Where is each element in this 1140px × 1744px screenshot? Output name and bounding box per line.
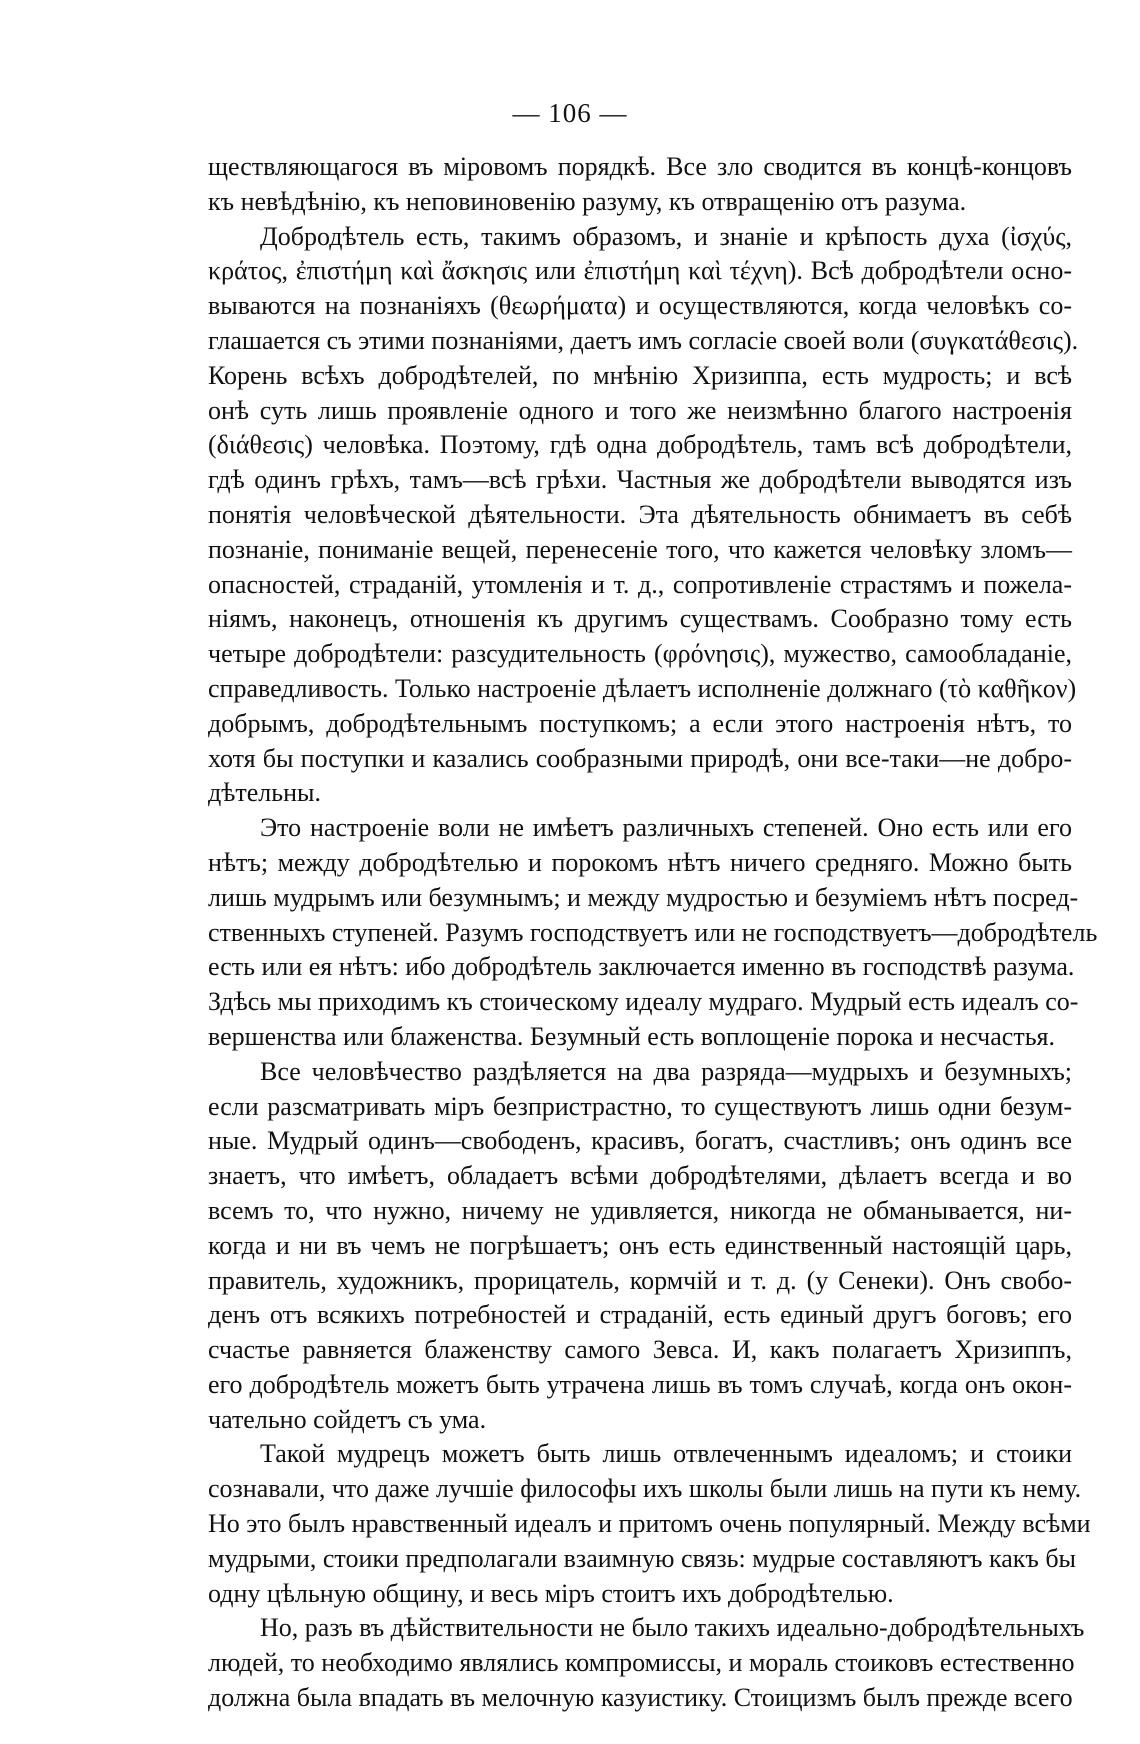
text-line: должна была впадать въ мелочную казуистику. Стоицизмъ былъ прежде всего: [208, 1683, 1073, 1713]
text-line: Но, разъ въ дѣйствительности не было такихъ идеально-добродѣтельныхъ: [260, 1613, 1085, 1643]
text-line: Но это былъ нравственный идеалъ и притомъ очень популярный. Между всѣми: [208, 1509, 1091, 1539]
text-line: вываются на познаніяхъ (θεωρήματα) и осуществляются, когда человѣкъ со-: [208, 291, 1072, 321]
text-line: Такой мудрецъ можетъ быть лишь отвлеченнымъ идеаломъ; и стоики: [260, 1439, 1072, 1469]
page-body-text: [208, 150, 1098, 1716]
text-line: дѣтельны.: [208, 778, 321, 808]
text-line: счастье равняется блаженству самого Зевса. И, какъ полагаетъ Хризиппъ,: [208, 1335, 1072, 1365]
text-line: знаетъ, что имѣетъ, обладаетъ всѣми добродѣтелями, дѣлаетъ всегда и во: [208, 1161, 1072, 1191]
text-line: Это настроеніе воли не имѣетъ различныхъ степеней. Оно есть или его: [260, 813, 1072, 843]
text-line: чательно сойдетъ съ ума.: [208, 1404, 487, 1434]
text-line: четыре добродѣтели: разсудительность (φρόνησις), мужество, самообладаніе,: [208, 639, 1072, 669]
paragraph: [208, 1055, 1072, 1438]
text-line: ные. Мудрый одинъ—свободенъ, красивъ, богатъ, счастливъ; онъ одинъ все: [208, 1126, 1072, 1156]
text-line: гдѣ одинъ грѣхъ, тамъ—всѣ грѣхи. Частныя же добродѣтели выводятся изъ: [208, 465, 1072, 495]
text-line: сознавали, что даже лучшіе философы ихъ школы были лишь на пути къ нему.: [208, 1474, 1082, 1504]
paragraph: [208, 220, 1079, 812]
paragraph: [208, 1611, 1085, 1715]
text-line: всемъ то, что нужно, ничему не удивляется, никогда не обманывается, ни-: [208, 1195, 1072, 1225]
text-line: одну цѣльную общину, и весь міръ стоитъ ихъ добродѣтелью.: [208, 1578, 894, 1608]
page-number: — 106 —: [512, 98, 628, 128]
text-line: нѣтъ; между добродѣтелью и порокомъ нѣтъ ничего средняго. Можно быть: [208, 847, 1072, 877]
paragraph: [208, 1437, 1091, 1611]
text-line: κράτος, ἐπιστήμη καὶ ἄσκησις или ἐπιστήμη καὶ τέχνη). Всѣ добродѣтели осно-: [208, 256, 1072, 286]
text-line: Все человѣчество раздѣляется на два разряда—мудрыхъ и безумныхъ;: [260, 1056, 1072, 1086]
text-line: ществляющагося въ міровомъ порядкѣ. Все зло сводится въ концѣ-концовъ: [208, 152, 1072, 181]
text-line: хотя бы поступки и казались сообразными природѣ, они все-таки—не добро-: [208, 743, 1072, 773]
text-line: опасностей, страданій, утомленія и т. д., сопротивленіе страстямъ и пожела-: [208, 569, 1072, 599]
text-line: есть или ея нѣтъ: ибо добродѣтель заключается именно въ господствѣ разума.: [208, 952, 1075, 982]
text-line: глашается съ этими познаніями, даетъ имъ согласіе своей воли (συγκατάθεσις).: [208, 325, 1079, 355]
text-line: лишь мудрымъ или безумнымъ; и между мудростью и безуміемъ нѣтъ посред-: [208, 882, 1079, 912]
text-line: ственныхъ ступеней. Разумъ господствуетъ или не господствуетъ—добродѣтель: [208, 917, 1098, 947]
text-line: вершенства или блаженства. Безумный есть воплощеніе порока и несчастья.: [208, 1021, 1056, 1051]
text-line: правитель, художникъ, прорицатель, кормчій и т. д. (у Сенеки). Онъ свобо-: [208, 1265, 1072, 1295]
text-line: мудрыми, стоики предполагали взаимную связь: мудрые составляютъ какъ бы: [208, 1543, 1077, 1573]
text-line: людей, то необходимо являлись компромиссы, и мораль стоиковъ естественно: [208, 1648, 1075, 1678]
paragraph: [208, 150, 1072, 220]
text-line: если разсматривать міръ безпристрастно, то существуютъ лишь одни безум-: [208, 1091, 1072, 1121]
text-line: Корень всѣхъ добродѣтелей, по мнѣнію Хризиппа, есть мудрость; и всѣ: [208, 360, 1072, 390]
text-line: къ невѣдѣнію, къ неповиновенію разуму, къ отвращенію отъ разума.: [208, 186, 967, 216]
text-line: денъ отъ всякихъ потребностей и страданій, есть единый другъ боговъ; его: [208, 1300, 1072, 1330]
text-line: познаніе, пониманіе вещей, перенесеніе того, что кажется человѣку зломъ—: [208, 534, 1072, 564]
text-line: ніямъ, наконецъ, отношенія къ другимъ существамъ. Сообразно тому есть: [208, 604, 1072, 634]
text-line: Добродѣтель есть, такимъ образомъ, и знаніе и крѣпость духа (ἰσχύς,: [260, 221, 1072, 251]
text-line: добрымъ, добродѣтельнымъ поступкомъ; а если этого настроенія нѣтъ, то: [208, 708, 1072, 738]
text-line: (διάθεσις) человѣка. Поэтому, гдѣ одна добродѣтель, тамъ всѣ добродѣтели,: [208, 430, 1072, 460]
text-line: его добродѣтель можетъ быть утрачена лишь въ томъ случаѣ, когда онъ окон-: [208, 1369, 1072, 1399]
text-line: онѣ суть лишь проявленіе одного и того же неизмѣнно благого настроенія: [208, 395, 1072, 425]
text-line: понятія человѣческой дѣятельности. Эта дѣятельность обнимаетъ въ себѣ: [208, 499, 1072, 529]
text-line: Здѣсь мы приходимъ къ стоическому идеалу мудраго. Мудрый есть идеалъ со-: [208, 987, 1079, 1017]
text-line: справедливость. Только настроеніе дѣлаетъ исполненіе должнаго (τὸ καθῆκον): [208, 673, 1077, 703]
paragraph: [208, 811, 1098, 1055]
text-line: когда и ни въ чемъ не погрѣшаетъ; онъ есть единственный настоящій царь,: [208, 1230, 1072, 1260]
